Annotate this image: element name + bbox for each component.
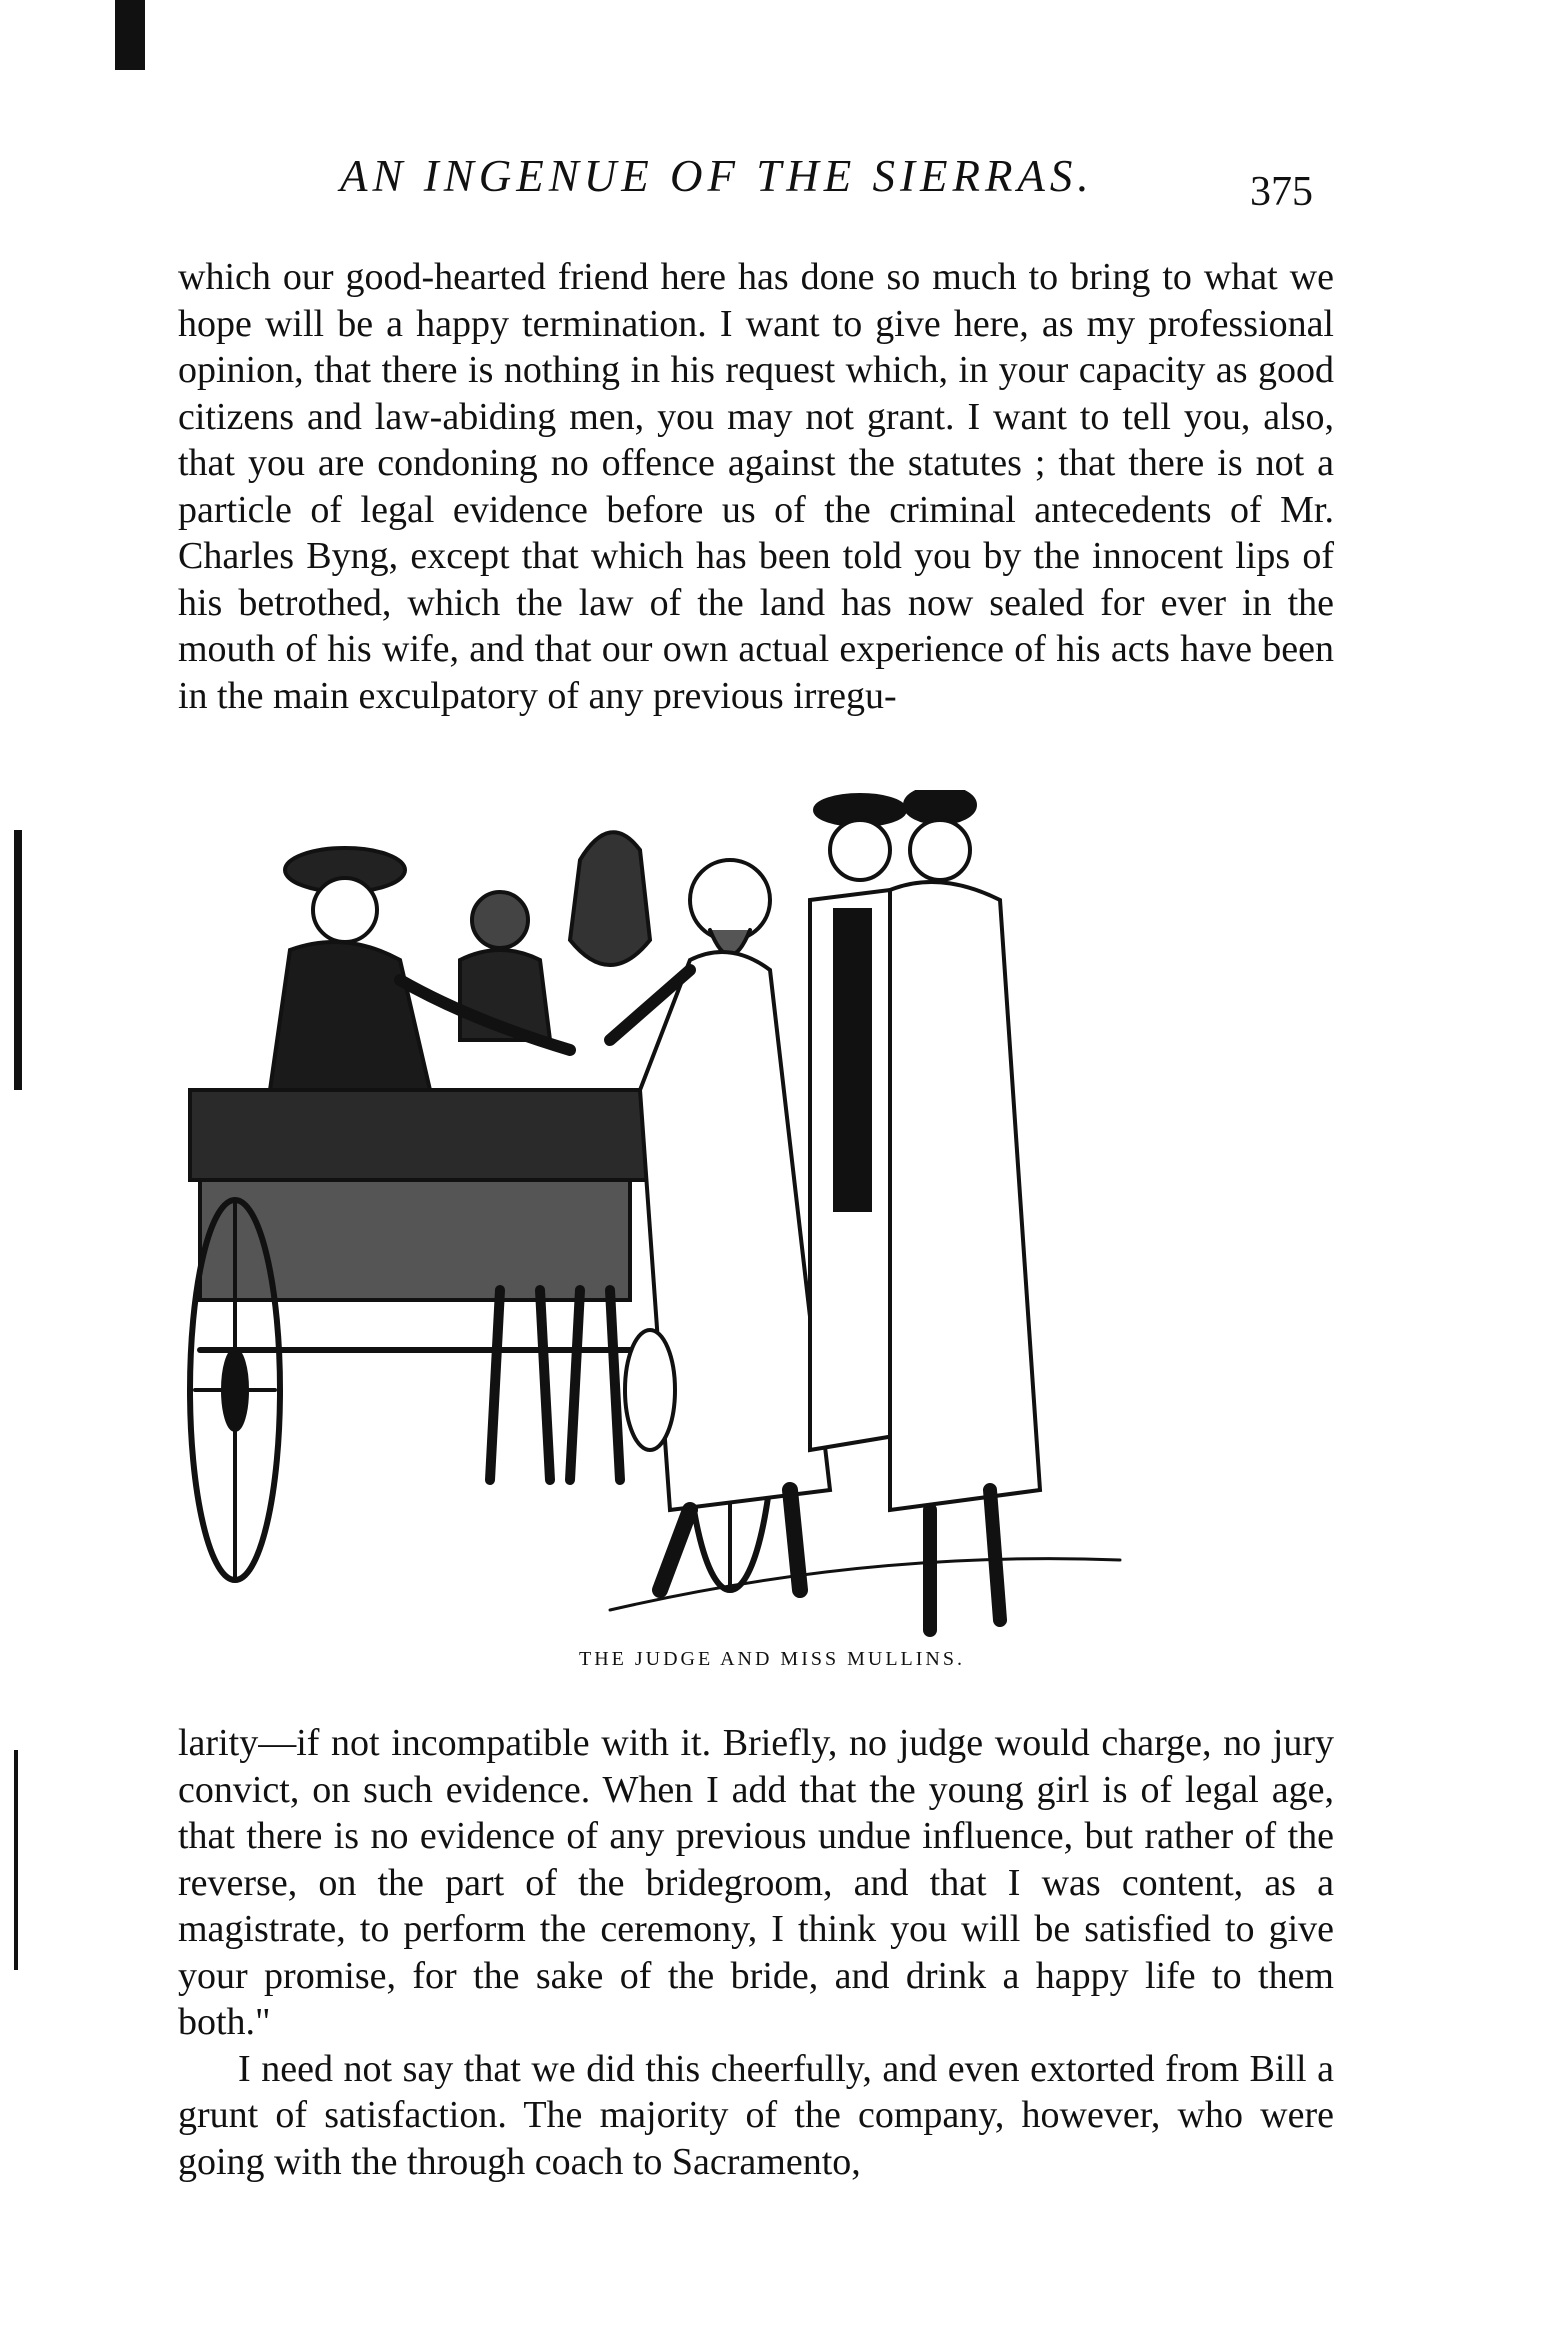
running-title: AN INGENUE OF THE SIERRAS. xyxy=(340,151,1094,201)
illustration-judge-and-miss-mullins xyxy=(170,790,1370,1670)
judge-drawing xyxy=(610,860,830,1590)
paragraph: which our good-hearted friend here has done so much to bring to what we hope will be a happy termination. I want to give here, as my professional opinion, that there is nothing in his request which, in your capacity as good citizens and law-abiding men, you may not grant. I want to tell you, also, that you are condoning no offence against the statutes ; that there is not a particle of legal evidence before us of the criminal antecedents of Mr. Charles Byng, except that which has been told you by the innocent lips of his betrothed, which the law of the land has now sealed for ever in the mouth of his wife, and that our own actual experience of his acts have been in the main exculpatory of any previous irregu- xyxy=(178,256,1334,717)
text-block-top xyxy=(178,254,1334,719)
illustration-caption: THE JUDGE AND MISS MULLINS. xyxy=(578,1648,965,1670)
scan-mark-top-left xyxy=(115,0,145,70)
scan-mark-left-margin xyxy=(14,830,22,1090)
paragraph: larity—if not incompatible with it. Briefly, no judge would charge, no jury convict, on such evidence. When I add that the young girl is of legal age, that there is no evidence of any previous undue influence, but rather of the reverse, on the part of the bridegroom, and that I was content, as a magistrate, to perform the ceremony, I think you will be satisfied to give your promise, for the sake of the bride, and drink a happy life to them both." xyxy=(178,1722,1334,2043)
paragraph: I need not say that we did this cheerfully, and even extorted from Bill a grunt of satisfaction. The majority of the company, however, who were going with the through coach to Sacramento, xyxy=(178,2047,1334,2183)
text-block-bottom xyxy=(178,1720,1334,2185)
overcoat-man-drawing xyxy=(890,790,1040,1630)
scan-mark-left-margin-lower xyxy=(14,1750,18,1970)
page-number: 375 xyxy=(1250,169,1313,215)
page-header xyxy=(330,150,1330,215)
